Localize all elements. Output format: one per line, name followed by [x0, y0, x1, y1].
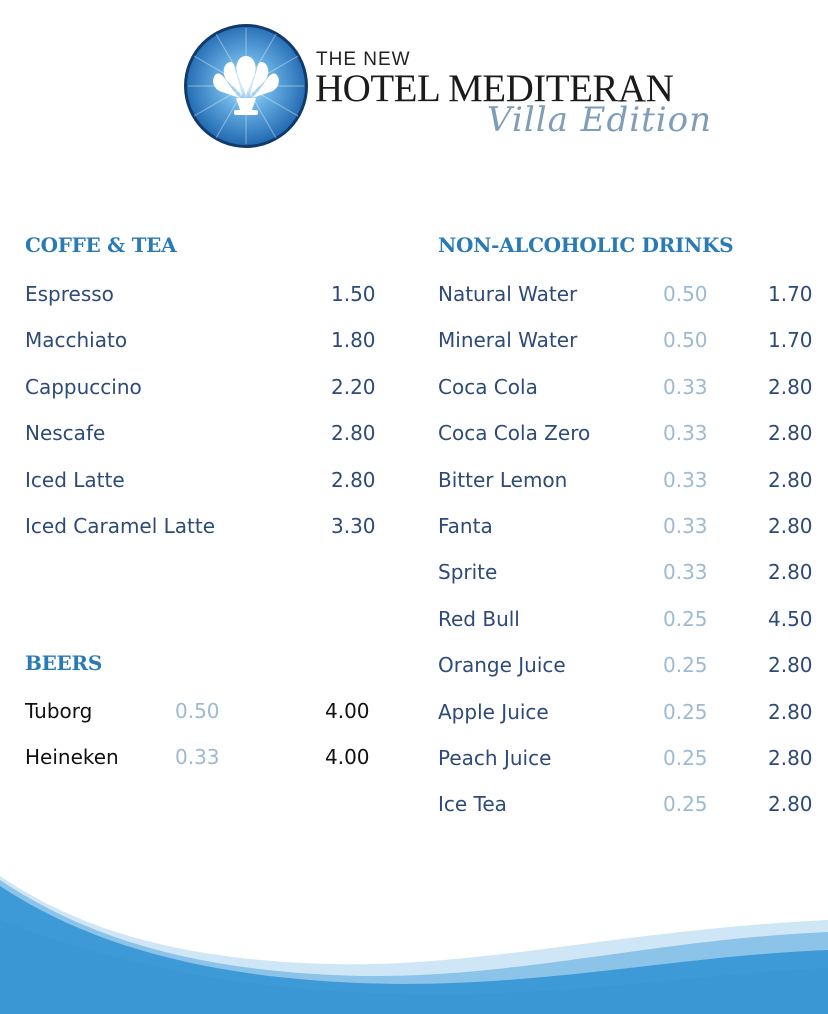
logo-text-the-new: THE NEW	[316, 49, 411, 70]
item-size: 0.50	[175, 699, 220, 723]
item-name: Fanta	[438, 514, 493, 538]
item-size: 0.50	[663, 282, 708, 306]
list-item	[438, 745, 813, 771]
item-name: Iced Latte	[25, 468, 125, 492]
item-size: 0.33	[663, 421, 708, 445]
list-item	[25, 467, 375, 493]
list-item	[25, 420, 375, 446]
item-name: Iced Caramel Latte	[25, 514, 216, 538]
item-name: Apple Juice	[438, 700, 549, 724]
item-size: 0.25	[663, 700, 708, 724]
list-item	[438, 374, 813, 400]
item-name: Peach Juice	[438, 746, 552, 770]
item-name: Coca Cola Zero	[438, 421, 591, 445]
item-name: Ice Tea	[438, 792, 507, 816]
list-item	[438, 699, 813, 725]
item-size: 0.33	[663, 560, 708, 584]
item-price: 2.80	[768, 468, 813, 492]
item-size: 0.33	[663, 468, 708, 492]
item-size: 0.25	[663, 607, 708, 631]
list-item	[25, 698, 375, 724]
item-price: 2.80	[768, 421, 813, 445]
item-price: 2.80	[768, 792, 813, 816]
list-item	[438, 420, 813, 446]
item-price: 1.50	[331, 282, 376, 306]
list-item	[438, 327, 813, 353]
list-item	[25, 744, 375, 770]
item-price: 2.80	[768, 700, 813, 724]
list-item	[25, 513, 375, 539]
item-price: 2.80	[768, 653, 813, 677]
item-name: Cappuccino	[25, 375, 142, 399]
list-item	[25, 281, 375, 307]
item-price: 1.80	[331, 328, 376, 352]
section-title-beers: BEERS	[25, 651, 102, 675]
item-name: Natural Water	[438, 282, 578, 306]
list-item	[438, 559, 813, 585]
shell-emblem-icon	[182, 22, 310, 150]
item-size: 0.33	[663, 375, 708, 399]
hotel-logo	[182, 22, 713, 152]
item-size: 0.33	[663, 514, 708, 538]
item-name: Orange Juice	[438, 653, 566, 677]
item-name: Sprite	[438, 560, 498, 584]
item-name: Heineken	[25, 745, 119, 769]
item-name: Tuborg	[25, 699, 93, 723]
item-price: 2.80	[331, 421, 376, 445]
item-price: 3.30	[331, 514, 376, 538]
item-name: Red Bull	[438, 607, 520, 631]
list-item	[438, 791, 813, 817]
item-price: 2.80	[768, 746, 813, 770]
item-name: Mineral Water	[438, 328, 578, 352]
item-name: Coca Cola	[438, 375, 538, 399]
section-title-coffee-tea: COFFE & TEA	[25, 233, 177, 257]
list-item	[438, 606, 813, 632]
list-item	[25, 327, 375, 353]
item-name: Nescafe	[25, 421, 106, 445]
item-price: 4.00	[325, 745, 370, 769]
item-name: Bitter Lemon	[438, 468, 568, 492]
list-item	[438, 467, 813, 493]
item-price: 2.80	[331, 468, 376, 492]
list-item	[438, 281, 813, 307]
section-title-non-alcoholic: NON-ALCOHOLIC DRINKS	[438, 233, 734, 257]
item-size: 0.25	[663, 746, 708, 770]
logo-text-villa-edition: Villa Edition	[487, 100, 713, 140]
item-price: 2.80	[768, 514, 813, 538]
item-size: 0.25	[663, 792, 708, 816]
item-price: 2.80	[768, 560, 813, 584]
list-item	[438, 513, 813, 539]
item-price: 4.50	[768, 607, 813, 631]
list-item	[438, 652, 813, 678]
wave-decoration	[0, 860, 828, 1014]
item-price: 1.70	[768, 282, 813, 306]
item-name: Macchiato	[25, 328, 128, 352]
item-size: 0.50	[663, 328, 708, 352]
item-price: 2.80	[768, 375, 813, 399]
item-size: 0.33	[175, 745, 220, 769]
item-size: 0.25	[663, 653, 708, 677]
logo-text-hotel-name: HOTEL MEDITERAN	[315, 67, 674, 110]
list-item	[25, 374, 375, 400]
item-price: 2.20	[331, 375, 376, 399]
item-name: Espresso	[25, 282, 114, 306]
item-price: 4.00	[325, 699, 370, 723]
item-price: 1.70	[768, 328, 813, 352]
